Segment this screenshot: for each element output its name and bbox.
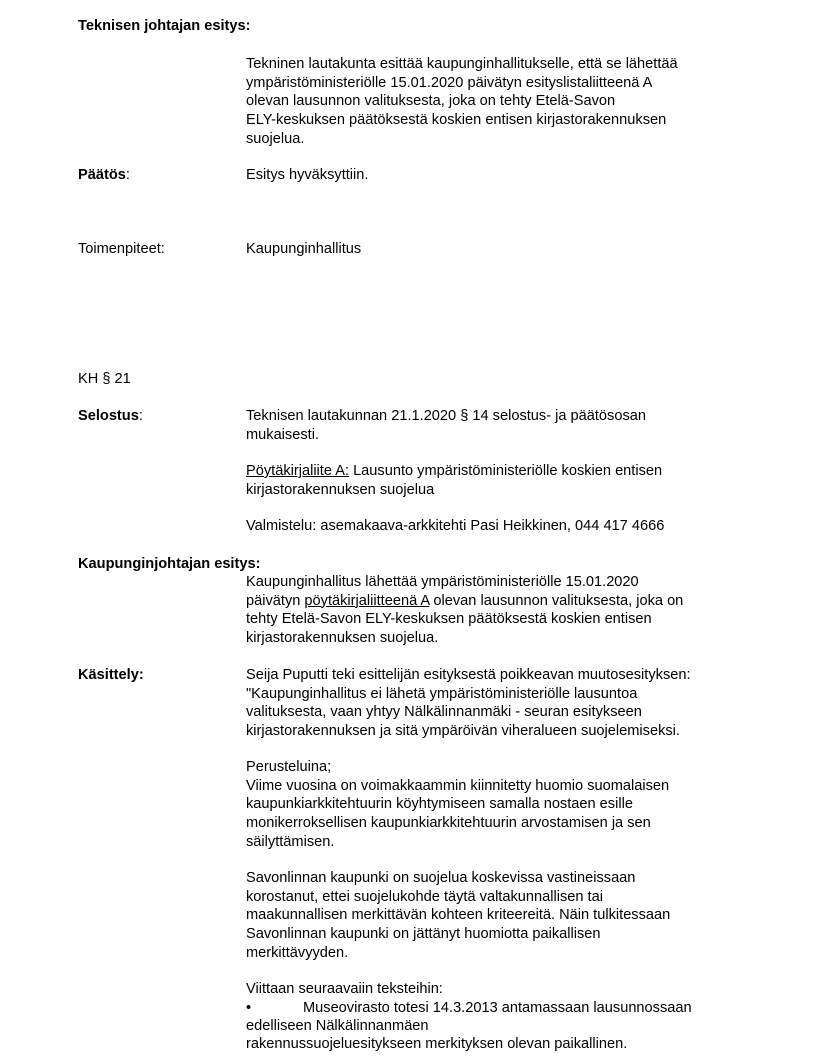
paragraph-line: Kaupunginhallitus lähettää ympäristöministeriölle 15.01.2020: [246, 574, 639, 590]
decision-text: Esitys hyväksyttiin.: [246, 167, 369, 183]
decision-label-colon: :: [125, 167, 130, 183]
bullet-symbol: •: [246, 1000, 252, 1016]
actions-label: Toimenpiteet:: [78, 241, 165, 257]
text-segment: päivätyn: [246, 592, 305, 609]
attachment-link-inline[interactable]: pöytäkirjaliitteenä A: [304, 592, 430, 609]
attachment-paragraph: [246, 462, 756, 499]
decision-label-text: Päätös: [78, 167, 126, 183]
paragraph-line: Savonlinnan kaupunki on jättänyt huomiotta paikallisen: [246, 926, 601, 943]
text-segment: olevan lausunnon valituksesta, joka on: [429, 592, 684, 609]
technical-director-heading: Teknisen johtajan esitys:: [78, 18, 251, 34]
paragraph-line: kirjastorakennuksen suojelua: [246, 481, 435, 498]
paragraph-line: olevan lausunnon valituksesta, joka on tehty Etelä-Savon: [246, 93, 616, 110]
paragraph-line: korostanut, ettei suojelukohde täytä valtakunnallisen tai: [246, 888, 603, 905]
paragraph-line: Seija Puputti teki esittelijän esityksestä poikkeavan muutosesityksen:: [246, 667, 691, 683]
bullet-continuation-line: edelliseen Nälkälinnanmäen: [246, 1018, 429, 1034]
paragraph-line: Perusteluina;: [246, 759, 332, 775]
handling-label: Käsittely:: [78, 667, 144, 683]
attachment-link[interactable]: Pöytäkirjaliite A:: [246, 463, 350, 479]
paragraph-line: ympäristöministeriölle 15.01.2020 päivätyn esityslistaliitteenä A: [246, 74, 653, 91]
kh-section-number: KH § 21: [78, 371, 131, 387]
decision-label: [78, 166, 130, 185]
paragraph-line: "Kaupunginhallitus ei lähetä ympäristöministeriölle lausuntoa: [246, 685, 638, 702]
paragraph-line: kaupunkiarkkitehtuurin köyhtymiseen samalla nostaen esille: [246, 796, 633, 813]
paragraph-line: monikerroksellisen kaupunkiarkkitehtuurin arvostamisen ja sen: [246, 815, 651, 832]
grounds-paragraph: [246, 758, 756, 852]
paragraph-line: Tekninen lautakunta esittää kaupunginhallitukselle, että se lähettää: [246, 56, 678, 72]
preparation-contact: Valmistelu: asemakaava-arkkitehti Pasi Heikkinen, 044 417 4666: [246, 518, 665, 534]
mayor-proposal-heading: Kaupunginjohtajan esitys:: [78, 556, 261, 572]
paragraph-line: Teknisen lautakunnan 21.1.2020 § 14 selostus- ja päätösosan: [246, 408, 646, 424]
paragraph-line: merkittävyyden.: [246, 944, 349, 961]
handling-paragraph: [246, 666, 756, 741]
paragraph-line: maakunnallisen merkittävän kohteen kriteereitä. Näin tulkitessaan: [246, 907, 671, 924]
selostus-paragraph: [246, 407, 756, 444]
paragraph-line: kirjastorakennuksen suojelua.: [246, 630, 439, 647]
paragraph-line: [246, 592, 756, 611]
paragraph-line: säilyttämisen.: [246, 833, 335, 850]
selostus-label-text: Selostus: [78, 408, 139, 424]
paragraph-line: valituksesta, vaan yhtyy Nälkälinnanmäki - seuran esitykseen: [246, 704, 642, 721]
paragraph-line: mukaisesti.: [246, 426, 319, 443]
paragraph-line: kirjastorakennuksen ja sitä ympäröivän viheralueen suojelemiseksi.: [246, 723, 680, 740]
paragraph-line: Viime vuosina on voimakkaammin kiinnitetty huomio suomalaisen: [246, 777, 670, 794]
selostus-label-colon: :: [138, 408, 143, 424]
city-statement-paragraph: [246, 869, 756, 963]
reference-intro: Viittaan seuraavaiin teksteihin:: [246, 981, 443, 997]
bullet-item-line: Museovirasto totesi 14.3.2013 antamassaan lausunnossaan: [303, 1000, 692, 1016]
paragraph-line: suojelua.: [246, 130, 305, 147]
paragraph-line: ELY-keskuksen päätöksestä koskien entisen kirjastorakennuksen: [246, 112, 667, 129]
selostus-label: [78, 407, 143, 426]
paragraph-line: Savonlinnan kaupunki on suojelua koskevissa vastineissaan: [246, 870, 636, 886]
paragraph-line: tehty Etelä-Savon ELY-keskuksen päätöksestä koskien entisen: [246, 611, 652, 628]
bullet-continuation-line: rakennussuojeluesitykseen merkityksen olevan paikallinen.: [246, 1036, 628, 1052]
actions-text: Kaupunginhallitus: [246, 241, 362, 257]
attachment-description: Lausunto ympäristöministeriölle koskien entisen: [349, 463, 663, 479]
attachment-line: [246, 462, 756, 481]
mayor-proposal-paragraph: [246, 573, 756, 648]
technical-proposal-paragraph: [246, 55, 756, 149]
